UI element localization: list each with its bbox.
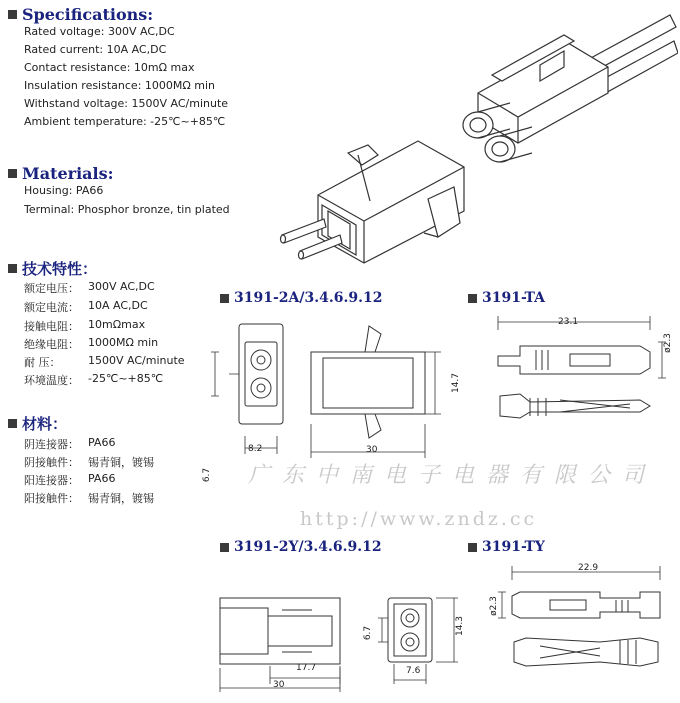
spec-cn-label: 环境温度：: [24, 374, 79, 387]
dim-male-front-height: 14.3: [455, 615, 466, 637]
spec-cn-row: [24, 336, 158, 352]
spec-cn-row: [24, 354, 185, 370]
dim-female-side-height: 14.7: [451, 372, 462, 394]
spec-cn-label: 额定电压：: [24, 282, 79, 295]
bullet-square-icon: [8, 10, 17, 19]
bullet-square-icon: [220, 543, 229, 552]
male-terminal-drawing: [490, 562, 675, 682]
material-cn-row: [24, 472, 115, 488]
dim-male-front-pitch: 6.7: [363, 625, 374, 641]
specifications-heading: [8, 5, 153, 24]
bullet-square-icon: [220, 294, 229, 303]
material-cn-label: 阴连接器：: [24, 438, 79, 451]
dim-female-front-height: 6.7: [202, 467, 213, 483]
model-female-housing-heading: [220, 290, 382, 306]
specs-cn-title: 技术特性：: [22, 260, 98, 278]
materials-title: Materials:: [22, 164, 114, 183]
spec-cn-value: 10A AC,DC: [88, 299, 148, 312]
spec-line: Ambient temperature: -25℃~+85℃: [24, 115, 226, 128]
model-male-terminal-title: 3191-TY: [482, 539, 545, 555]
dim-male-front-width: 7.6: [406, 666, 421, 676]
dim-ty-length: 22.9: [578, 563, 599, 573]
dim-male-side-length: 30: [273, 680, 285, 690]
material-cn-value: PA66: [88, 436, 116, 449]
materials-cn-title: 材料：: [22, 415, 68, 433]
spec-line: Rated current: 10A AC,DC: [24, 43, 167, 56]
specs-cn-heading: [8, 258, 97, 279]
model-female-terminal-heading: [468, 290, 545, 306]
material-cn-label: 阳连接器：: [24, 474, 79, 487]
model-male-housing-title: 3191-2Y/3.4.6.9.12: [234, 539, 382, 555]
spec-cn-value: 1000MΩ min: [88, 336, 159, 349]
bullet-square-icon: [8, 264, 17, 273]
materials-heading: [8, 164, 114, 183]
model-female-housing-title: 3191-2A/3.4.6.9.12: [234, 290, 383, 306]
model-male-terminal-heading: [468, 539, 545, 555]
spec-cn-row: [24, 299, 148, 315]
dim-female-front-width: 8.2: [248, 444, 263, 454]
spec-cn-label: 额定电流：: [24, 301, 79, 314]
spec-cn-label: 耐 压：: [24, 356, 61, 369]
material-line: Terminal: Phosphor bronze, tin plated: [24, 203, 230, 216]
dim-female-side-length: 30: [366, 445, 378, 455]
spec-cn-value: -25℃~+85℃: [88, 372, 164, 385]
spec-cn-row: [24, 318, 145, 334]
spec-line: Insulation resistance: 1000MΩ min: [24, 79, 216, 92]
connector-3d-illustration: [278, 5, 678, 275]
male-housing-drawing: [212, 560, 472, 695]
material-cn-label: 阴接触件：: [24, 456, 79, 469]
material-cn-row: [24, 436, 115, 452]
material-line: Housing: PA66: [24, 184, 104, 197]
watermark-company: 广东中南电子电器有限公司: [248, 463, 657, 488]
model-female-terminal-title: 3191-TA: [482, 290, 545, 306]
spec-line: Withstand voltage: 1500V AC/minute: [24, 97, 229, 110]
material-cn-value: 锡青铜，镀锡: [88, 492, 154, 505]
material-cn-label: 阳接触件：: [24, 492, 79, 505]
female-terminal-drawing: [490, 312, 675, 422]
spec-line: Contact resistance: 10mΩ max: [24, 61, 195, 74]
bullet-square-icon: [8, 169, 17, 178]
bullet-square-icon: [8, 419, 17, 428]
spec-cn-row: [24, 372, 163, 388]
spec-cn-value: 1500V AC/minute: [88, 354, 185, 367]
dim-ta-length: 23.1: [558, 317, 579, 327]
spec-cn-value: 10mΩmax: [88, 318, 146, 331]
material-cn-row: [24, 490, 154, 506]
bullet-square-icon: [468, 294, 477, 303]
spec-cn-row: [24, 280, 155, 296]
model-male-housing-heading: [220, 539, 382, 555]
watermark-url: http://www.zndz.cc: [300, 508, 538, 530]
material-cn-value: 锡青铜，镀锡: [88, 456, 154, 469]
spec-line: Rated voltage: 300V AC,DC: [24, 25, 175, 38]
bullet-square-icon: [468, 543, 477, 552]
dim-male-side-inner: 17.7: [296, 663, 317, 673]
female-housing-drawing: [205, 312, 465, 472]
specifications-title: Specifications:: [22, 5, 154, 24]
materials-cn-heading: [8, 413, 67, 434]
spec-cn-label: 接触电阻：: [24, 320, 79, 333]
spec-cn-label: 绝缘电阻：: [24, 338, 79, 351]
dim-ta-diameter: ø2.3: [662, 333, 673, 353]
spec-cn-value: 300V AC,DC: [88, 280, 155, 293]
dim-ty-diameter: ø2.3: [488, 596, 499, 616]
material-cn-value: PA66: [88, 472, 116, 485]
material-cn-row: [24, 454, 154, 470]
